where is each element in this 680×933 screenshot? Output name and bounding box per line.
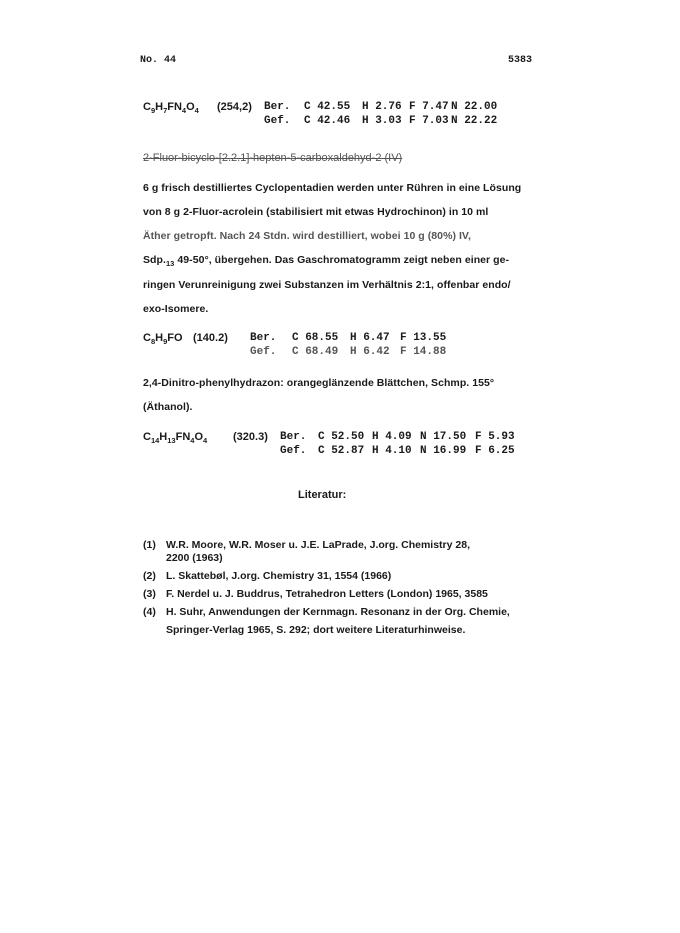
text-line: exo-Isomere. (143, 303, 209, 315)
reference-number: (1) (143, 539, 156, 551)
value: C 52.87 (318, 445, 365, 457)
reference-text: L. Skattebøl, J.org. Chemistry 31, 1554 (1966) (166, 570, 392, 582)
ber-label: Ber. (250, 332, 277, 344)
value: H 4.10 (372, 445, 412, 457)
value: N 22.22 (451, 115, 498, 127)
value: N 16.99 (420, 445, 467, 457)
molar-mass: (140.2) (193, 332, 228, 344)
value: F 13.55 (400, 332, 447, 344)
value: F 5.93 (475, 431, 515, 443)
text-fragment: 49-50°, übergehen. Das Gaschromatogramm zeigt neben einer ge- (177, 254, 510, 266)
text-line: Äther getropft. Nach 24 Stdn. wird destilliert, wobei 10 g (80%) IV, (143, 230, 471, 242)
value: H 4.09 (372, 431, 412, 443)
reference-number: (2) (143, 570, 156, 582)
reference-text: H. Suhr, Anwendungen der Kernmagn. Resonanz in der Org. Chemie, (166, 606, 510, 618)
page-number: 5383 (508, 55, 533, 66)
literature-heading: Literatur: (298, 489, 347, 501)
reference-text: 2200 (1963) (166, 552, 223, 564)
text-line: 6 g frisch destilliertes Cyclopentadien werden unter Rühren in eine Lösung (143, 182, 522, 194)
text-line (143, 254, 509, 268)
value: F 14.88 (400, 346, 447, 358)
value: H 3.03 (362, 115, 402, 127)
reference-text: W.R. Moore, W.R. Moser u. J.E. LaPrade, J.org. Chemistry 28, (166, 539, 470, 551)
text-line: 2,4-Dinitro-phenylhydrazon: orangeglänzende Blättchen, Schmp. 155° (143, 377, 495, 389)
ber-label: Ber. (264, 101, 291, 113)
value: H 2.76 (362, 101, 402, 113)
reference-number: (4) (143, 606, 156, 618)
formula: $C_8H_9FO$ (143, 332, 183, 346)
value: C 42.46 (304, 115, 351, 127)
value: H 6.42 (350, 346, 390, 358)
value: N 22.00 (451, 101, 498, 113)
value: C 68.55 (292, 332, 339, 344)
value: H 6.47 (350, 332, 390, 344)
reference-text: Springer-Verlag 1965, S. 292; dort weitere Literaturhinweise. (166, 624, 466, 636)
value: F 6.25 (475, 445, 515, 457)
value: C 68.49 (292, 346, 339, 358)
gef-label: Gef. (280, 445, 307, 457)
sdp-pressure: 13 (165, 259, 175, 268)
text-line: von 8 g 2-Fluor-acrolein (stabilisiert mit etwas Hydrochinon) in 10 ml (143, 206, 489, 218)
text-line: (Äthanol). (143, 401, 193, 413)
formula: $C_9H_7FN_4O_4$ (143, 101, 199, 115)
ber-label: Ber. (280, 431, 307, 443)
value: C 42.55 (304, 101, 351, 113)
sdp-label: Sdp. (143, 254, 166, 266)
value: F 7.03 (409, 115, 449, 127)
value: C 52.50 (318, 431, 365, 443)
molar-mass: (320.3) (233, 431, 268, 443)
gef-label: Gef. (250, 346, 277, 358)
value: N 17.50 (420, 431, 467, 443)
value: F 7.47 (409, 101, 449, 113)
molar-mass: (254,2) (217, 101, 252, 113)
text-line: ringen Verunreinigung zwei Substanzen im Verhältnis 2:1, offenbar endo/ (143, 279, 511, 291)
gef-label: Gef. (264, 115, 291, 127)
journal-issue-number: No. 44 (140, 55, 177, 66)
formula: $C_{14}H_{13}FN_4O_4$ (143, 431, 208, 445)
reference-text: F. Nerdel u. J. Buddrus, Tetrahedron Letters (London) 1965, 3585 (166, 588, 488, 600)
reference-number: (3) (143, 588, 156, 600)
compound-title: 2-Fluor-bicyclo-[2.2.1]-hepten-5-carboxaldehyd-2 (IV) (143, 152, 403, 164)
